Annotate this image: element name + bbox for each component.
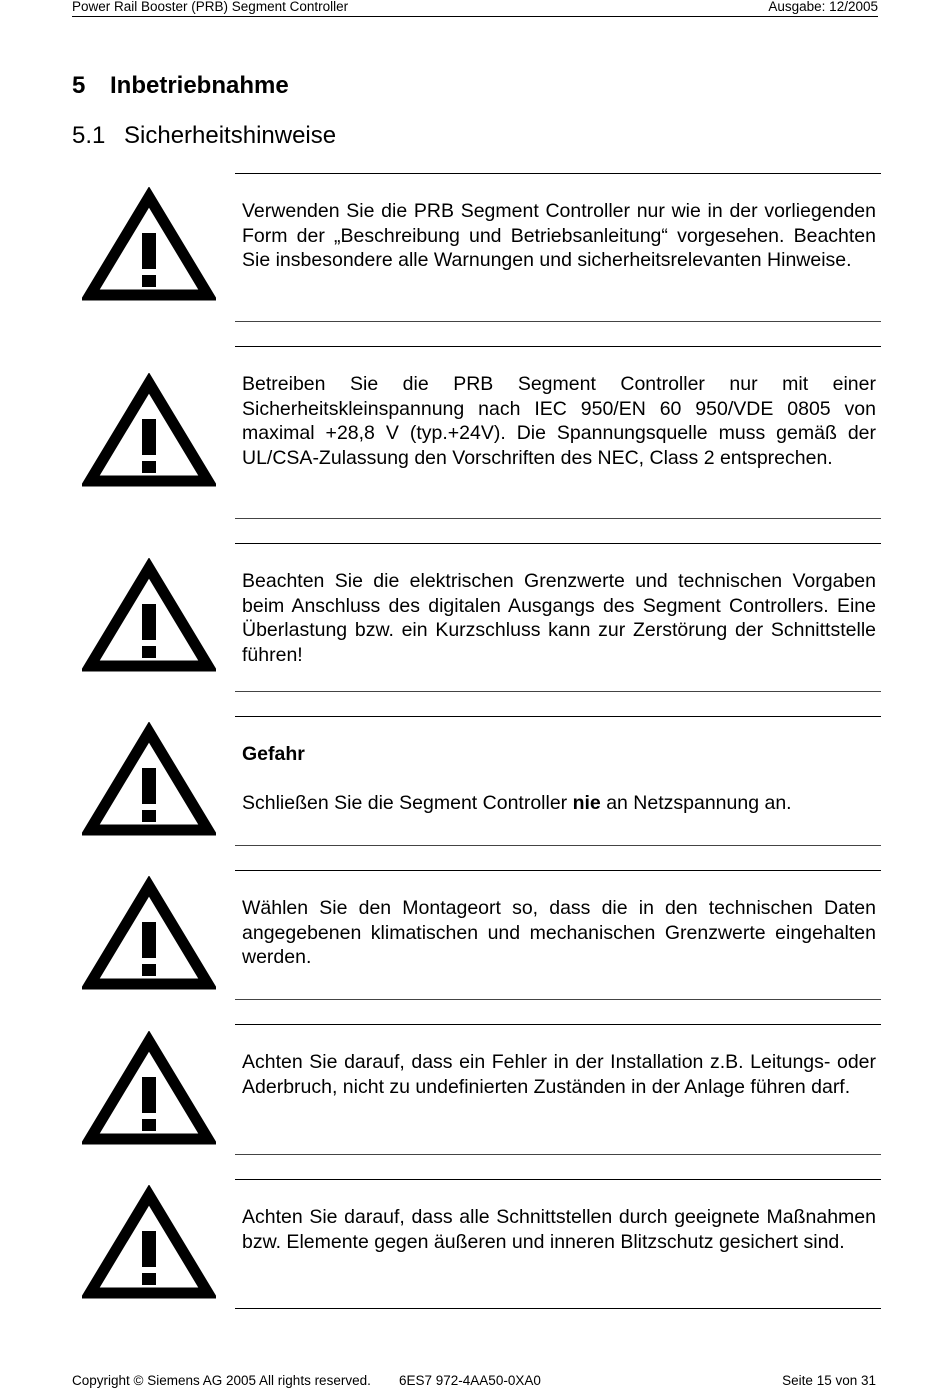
warning-triangle-icon (82, 1031, 216, 1145)
warning-text-block (242, 742, 876, 815)
header-title: Power Rail Booster (PRB) Segment Controller (72, 0, 349, 14)
warning-text (242, 791, 876, 816)
warning-text-block (242, 569, 876, 667)
warning-top-rule (235, 1024, 881, 1025)
warning-text: Achten Sie darauf, dass ein Fehler in der Installation z.B. Leitungs- oder Aderbruch, nicht zu undefinierten Zuständen in der Anlage führen darf. (242, 1051, 876, 1098)
warning-text-block (242, 1050, 876, 1099)
warning-text: Wählen Sie den Montageort so, dass die in den technischen Daten angegebenen klimatischen und mechanischen Grenzwerte eingehalten werden. (242, 897, 876, 968)
warning-bottom-rule (235, 999, 881, 1000)
warning-bottom-rule (235, 518, 881, 519)
chapter-title: Inbetriebnahme (110, 72, 289, 99)
warning-top-rule (235, 716, 881, 717)
warning-text-block (242, 372, 876, 470)
warning-triangle-icon (82, 1185, 216, 1299)
warning-text: Beachten Sie die elektrischen Grenzwerte und technischen Vorgaben beim Anschluss des digitalen Ausgangs des Segment Controllers. Eine Überlastung bzw. ein Kurzschluss kann zur Zerstörung der Schnittstelle führen! (242, 570, 876, 666)
danger-label: Gefahr (242, 743, 305, 765)
warning-top-rule (235, 346, 881, 347)
warning-top-rule (235, 543, 881, 544)
warning-text-block (242, 1205, 876, 1254)
section-title: Sicherheitshinweise (124, 122, 337, 149)
warning-bottom-rule (235, 691, 881, 692)
warning-triangle-icon (82, 558, 216, 672)
warning-top-rule (235, 173, 881, 174)
warning-text: Achten Sie darauf, dass alle Schnittstellen durch geeignete Maßnahmen bzw. Elemente gegen äußeren und inneren Blitzschutz gesichert sind. (242, 1206, 876, 1253)
warning-triangle-icon (82, 722, 216, 836)
warning-bottom-rule (235, 845, 881, 846)
footer-order-number: 6ES7 972-4AA50-0XA0 (399, 1373, 541, 1388)
warning-text-emphasis: nie (572, 791, 601, 814)
section-number: 5.1 (72, 122, 106, 149)
warning-text-block (242, 199, 876, 273)
warning-bottom-rule (235, 1308, 881, 1309)
warning-bottom-rule (235, 321, 881, 322)
warning-triangle-icon (82, 373, 216, 487)
warning-text-part: Schließen Sie die Segment Controller (242, 791, 573, 814)
footer-copyright: Copyright © Siemens AG 2005 All rights reserved. (72, 1373, 371, 1388)
warning-triangle-icon (82, 187, 216, 301)
chapter-number: 5 (72, 72, 86, 99)
footer-page-number: Seite 15 von 31 (782, 1373, 876, 1388)
page-header (72, 0, 878, 17)
warning-text: Betreiben Sie die PRB Segment Controller nur mit einer Sicherheitskleinspannung nach IEC 950/EN 60 950/VDE 0805 von maximal +28,8 V (typ.+24V). Die Spannungsquelle muss gemäß der UL/CSA-Zulassung den Vorschriften des NEC, Class 2 entsprechen. (242, 373, 876, 469)
warning-triangle-icon (82, 876, 216, 990)
warning-text-part: an Netzspannung an. (600, 791, 792, 814)
warning-top-rule (235, 1179, 881, 1180)
header-edition: Ausgabe: 12/2005 (768, 0, 878, 14)
warning-text-block (242, 896, 876, 970)
chapter-heading (72, 72, 289, 100)
section-heading (72, 122, 336, 150)
warning-text: Verwenden Sie die PRB Segment Controller nur wie in der vorliegenden Form der „Beschreibung und Betriebsanleitung“ vorgesehen. Beachten Sie insbesondere alle Warnungen und sicherheitsrelevanten Hinweise. (242, 200, 876, 271)
warning-top-rule (235, 870, 881, 871)
warning-bottom-rule (235, 1154, 881, 1155)
